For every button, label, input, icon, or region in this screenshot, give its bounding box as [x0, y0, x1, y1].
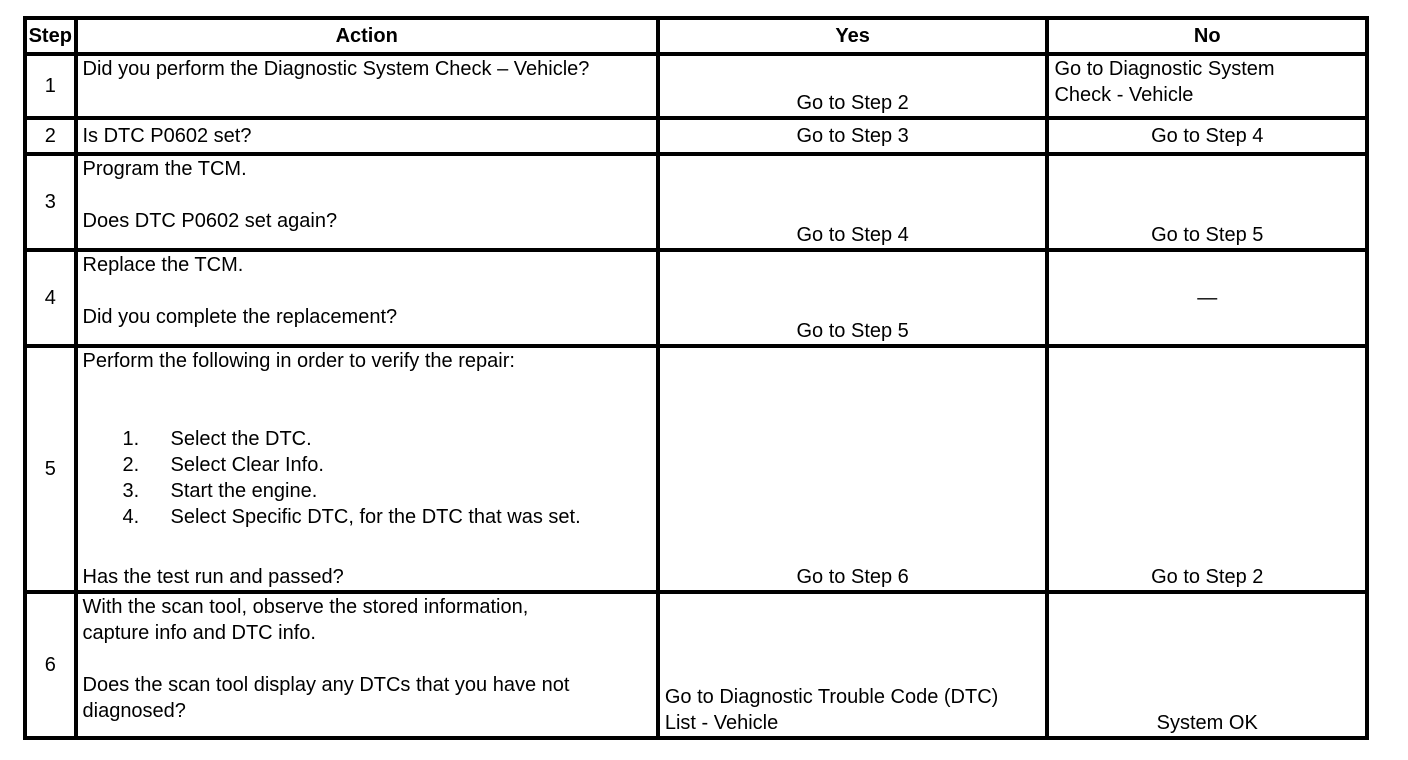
substep-number: 1. — [122, 428, 140, 450]
diagnostic-table — [23, 16, 1369, 740]
action-instruction: Perform the following in order to verify the repair: — [82, 350, 515, 372]
action-text: Is DTC P0602 set? — [82, 125, 252, 147]
no-result: System OK — [1156, 712, 1258, 734]
table-row — [25, 250, 1367, 346]
action-instruction: Replace the TCM. — [82, 254, 244, 276]
list-item — [123, 504, 651, 530]
no-link-line1[interactable]: Go to Diagnostic System — [1054, 58, 1275, 80]
yes-cell — [658, 250, 1048, 346]
no-cell — [1047, 346, 1367, 592]
step-number: 2 — [25, 118, 76, 154]
no-cell — [1047, 154, 1367, 250]
table-row — [25, 154, 1367, 250]
table-row — [25, 118, 1367, 154]
list-item — [123, 426, 651, 452]
no-link[interactable]: Go to Step 4 — [1151, 125, 1264, 147]
substep-text: Select Specific DTC, for the DTC that was set. — [170, 506, 581, 528]
substep-number: 2. — [122, 454, 140, 476]
substep-text: Start the engine. — [170, 480, 318, 502]
action-cell — [76, 118, 658, 154]
action-cell — [76, 154, 658, 250]
yes-link-line2[interactable]: List - Vehicle — [664, 712, 779, 734]
no-cell — [1047, 54, 1367, 118]
yes-cell — [658, 118, 1048, 154]
no-cell — [1047, 592, 1367, 738]
no-cell — [1047, 250, 1367, 346]
step-number: 6 — [25, 592, 76, 738]
substep-number: 4. — [122, 506, 140, 528]
no-cell — [1047, 118, 1367, 154]
substep-text: Select the DTC. — [170, 428, 312, 450]
header-no: No — [1047, 18, 1367, 54]
action-question-line2: diagnosed? — [82, 700, 186, 722]
yes-cell — [658, 592, 1048, 738]
yes-link[interactable]: Go to Step 4 — [796, 224, 909, 246]
table-row — [25, 54, 1367, 118]
action-cell — [76, 592, 658, 738]
yes-link[interactable]: Go to Step 5 — [796, 320, 909, 342]
list-item — [123, 478, 651, 504]
action-instruction: Program the TCM. — [82, 158, 247, 180]
list-item — [123, 452, 651, 478]
table-row — [25, 346, 1367, 592]
header-yes: Yes — [658, 18, 1048, 54]
substep-text: Select Clear Info. — [170, 454, 324, 476]
action-instruction-line1: With the scan tool, observe the stored information, — [82, 596, 529, 618]
header-step: Step — [25, 18, 76, 54]
substep-number: 3. — [122, 480, 140, 502]
step-number: 4 — [25, 250, 76, 346]
action-cell — [76, 250, 658, 346]
no-link-line2[interactable]: Check - Vehicle — [1054, 84, 1194, 106]
action-cell — [76, 54, 658, 118]
header-action: Action — [76, 18, 658, 54]
action-question: Does DTC P0602 set again? — [82, 210, 338, 232]
action-instruction-line2: capture info and DTC info. — [82, 622, 316, 644]
header-row — [25, 18, 1367, 54]
yes-cell — [658, 154, 1048, 250]
step-number: 5 — [25, 346, 76, 592]
yes-link[interactable]: Go to Step 6 — [796, 566, 909, 588]
yes-link[interactable]: Go to Step 3 — [796, 125, 909, 147]
action-question: Did you complete the replacement? — [82, 306, 398, 328]
no-link[interactable]: Go to Step 5 — [1151, 224, 1264, 246]
yes-link[interactable]: Go to Step 2 — [796, 92, 909, 114]
step-number: 3 — [25, 154, 76, 250]
action-question: Has the test run and passed? — [82, 566, 344, 588]
table-row — [25, 592, 1367, 738]
action-text: Did you perform the Diagnostic System Check – Vehicle? — [82, 58, 590, 80]
substep-list — [83, 426, 651, 530]
yes-cell — [658, 54, 1048, 118]
action-question-line1: Does the scan tool display any DTCs that you have not — [82, 674, 570, 696]
no-link[interactable]: Go to Step 2 — [1151, 566, 1264, 588]
step-number: 1 — [25, 54, 76, 118]
action-cell — [76, 346, 658, 592]
no-dash: — — [1197, 287, 1218, 309]
yes-link-line1[interactable]: Go to Diagnostic Trouble Code (DTC) — [664, 686, 999, 708]
yes-cell — [658, 346, 1048, 592]
